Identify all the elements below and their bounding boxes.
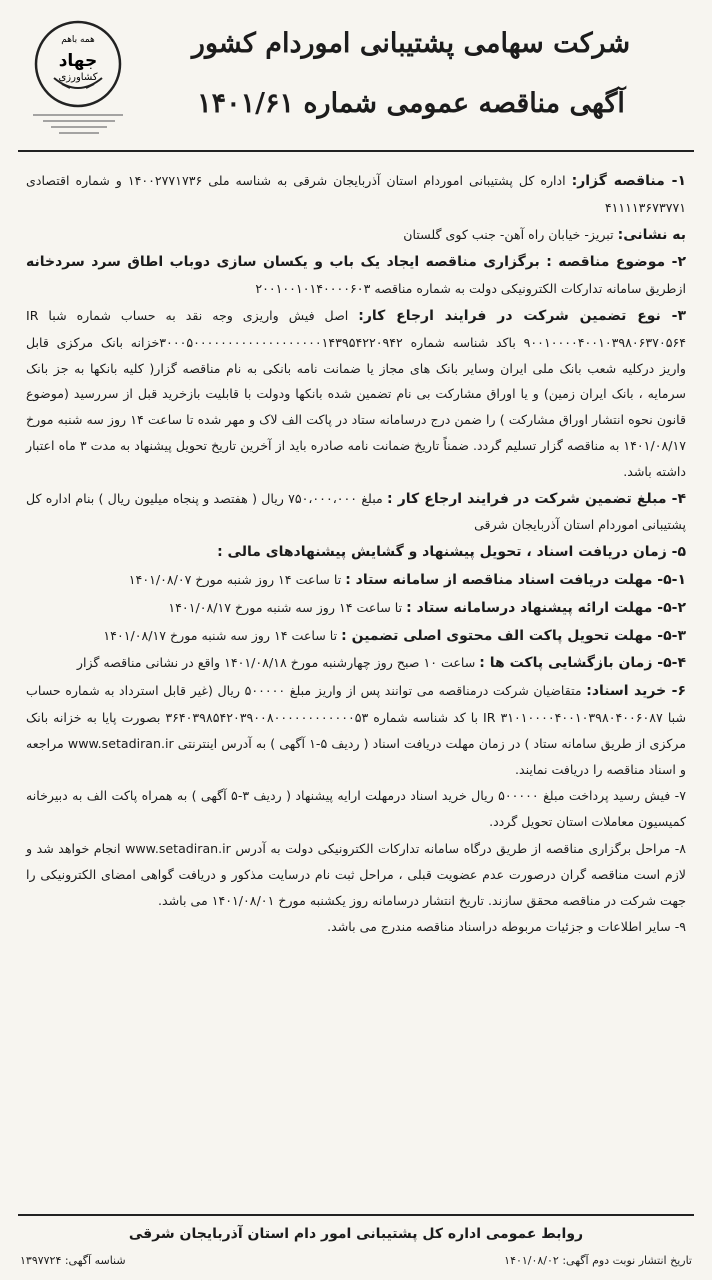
publish-date: تاریخ انتشار نوبت دوم آگهی: ۱۴۰۱/۰۸/۰۲ [504, 1254, 692, 1267]
jihad-logo-icon [32, 18, 124, 110]
section-5-2: ۵-۲- مهلت ارائه پیشنهاد درسامانه ستاد : تا ساعت ۱۴ روز سه شنبه مورخ ۱۴۰۱/۰۸/۱۷ [168, 599, 686, 616]
section-2: ۲- موضوع مناقصه : برگزاری مناقصه ایجاد یک باب و یکسان سازی دوباب اطاق سرد سردخانه ازطریق سامانه تدارکات الکترونیکی دولت به شماره مناقصه ۲۰۰۱۰۰۱۰۱۴۰۰۰۰۶۰۳ [26, 254, 686, 297]
section-7: ۷- فیش رسید پرداخت مبلغ ۵۰۰۰۰۰ ریال خرید اسناد درمهلت ارایه پیشنهاد ( ردیف ۳-۵ آگهی ) به همراه پاکت الف به دبیرخانه کمیسیون معاملات استان تحویل گردد. [26, 788, 686, 830]
section-9: ۹- سایر اطلاعات و جزئیات مربوطه دراسناد مناقصه مندرج می باشد. [327, 919, 686, 935]
page-title: شرکت سهامی پشتیبانی اموردام کشور [191, 28, 631, 59]
section-5-1: ۵-۱- مهلت دریافت اسناد مناقصه از سامانه ستاد : تا ساعت ۱۴ روز شنبه مورخ ۱۴۰۱/۰۸/۰۷ [128, 571, 686, 588]
section-3: ۳- نوع تضمین شرکت در فرایند ارجاع کار: اصل فیش واریزی وجه نقد به حساب شماره شبا IR ۹۰۰۱۰۰۰۰۴۰۰۱۰۳۹۸۰۶۳۷۰۵۶۴ باکد شناسه شماره ۳۰۰۰۵۰۰۰۰۰۰۰۰۰۰۰۰۰۰۰۰۰۰۰۱۴۳۹۵۴۲۲۰۹۴۲خزانه بانک مرکزی قابل واریز درکلیه شعب بانک ملی ایران وسایر بانک های مجاز یا ضمانت نامه بانکی به نام مناقصه گزار( کلیه بانکها به جز بانک سرمایه ، بانک ایران زمین) و یا اوراق مشارکت بی نام تضمین شده بانکها ودولت با قابلیت بازخرید قبل از سررسید (موضوع قانون نحوه انتشار اوراق مشارکت ) را ضمن درج درسامانه ستاد در پاکت الف لاک و مهر شده تا ساعت ۱۴ روز سه شنبه مورخ ۱۴۰۱/۰۸/۱۷ به مناقصه گزار تسلیم گردد. ضمناً تاریخ ضمانت نامه صادره باید از آخرین تاریخ تحویل پیشنهاد به مدت ۳ ماه اعتبار داشته باشد. [26, 307, 686, 479]
section-5-4: ۵-۴- زمان بازگشایی پاکت ها : ساعت ۱۰ صبح روز چهارشنبه مورخ ۱۴۰۱/۰۸/۱۸ واقع در نشانی مناقصه گزار [76, 655, 686, 672]
section-5: ۵- زمان دریافت اسناد ، تحویل پیشنهاد و گشایش پیشنهادهای مالی : [217, 544, 686, 561]
section-1: ۱- مناقصه گزار: اداره کل پشتیبانی اموردام استان آذربایجان شرقی به شناسه ملی ۱۴۰۰۲۷۷۱۷۳۶ و شماره اقتصادی ۴۱۱۱۱۳۶۷۳۷۷۱ [26, 173, 686, 215]
header [18, 18, 694, 142]
section-address: به نشانی: تبریز- خیابان راه آهن- جنب کوی گلستان [403, 226, 686, 243]
notice-body [26, 168, 686, 1206]
ad-id: شناسه آگهی: ۱۳۹۷۷۲۴ [20, 1254, 126, 1267]
page-subtitle: آگهی مناقصه عمومی شماره ۱۴۰۱/۶۱ [197, 88, 625, 119]
logo-sub-text: کشاورزی [58, 72, 98, 83]
footer-divider [18, 1214, 694, 1216]
issuer-signature: روابط عمومی اداره کل پشتیبانی امور دام استان آذربایجان شرقی [128, 1226, 584, 1242]
header-divider [18, 150, 694, 152]
section-5-3: ۵-۳- مهلت تحویل پاکت الف محتوی اصلی تضمین : تا ساعت ۱۴ روز سه شنبه مورخ ۱۴۰۱/۰۸/۱۷ [103, 627, 686, 644]
logo-caption-scribble-icon [23, 110, 133, 136]
logo [18, 18, 138, 142]
logo-top-text: همه باهم [61, 35, 95, 45]
section-6: ۶- خرید اسناد: متقاضیان شرکت درمناقصه می توانند پس از واریز مبلغ ۵۰۰۰۰۰ ریال (غیر قابل استرداد به شماره حساب شبا IR ۳۱۰۱۰۰۰۰۴۰۰۱۰۳۹۸۰۴۰۰۶۰۸۷ با کد شناسه شماره ۳۶۴۰۳۹۸۵۴۲۰۳۹۰۰۸۰۰۰۰۰۰۰۰۰۰۰۰۵۳ بصورت پایا به خزانه بانک مرکزی از طریق سامانه ستاد ) در زمان مهلت دریافت اسناد ( ردیف ۵-۱ آگهی ) به آدرس اینترنتی www.setadiran.ir مراجعه و اسناد مناقصه را دریافت نمایند. [26, 683, 687, 777]
section-4: ۴- مبلغ تضمین شرکت در فرایند ارجاع کار : مبلغ ۷۵۰،۰۰۰،۰۰۰ ریال ( هفتصد و پنجاه میلیون ریال ) بنام اداره کل پشتیبانی اموردام استان آذربایجان شرقی [26, 490, 686, 533]
section-8: ۸- مراحل برگزاری مناقصه از طریق درگاه سامانه تدارکات الکترونیکی دولت به آدرس www.setadiran.ir انجام خواهد شد و لازم است مناقصه گران درصورت عدم عضویت قبلی ، مراحل ثبت نام درسایت مذکور و دریافت گواهی امضای الکترونیکی را جهت شرکت در مناقصه محقق سازند. تاریخ انتشار درسامانه روز یکشنبه مورخ ۱۴۰۱/۰۸/۰۱ می باشد. [26, 840, 686, 908]
footer-meta [20, 1254, 692, 1272]
logo-main-text: جهاد [58, 51, 98, 71]
